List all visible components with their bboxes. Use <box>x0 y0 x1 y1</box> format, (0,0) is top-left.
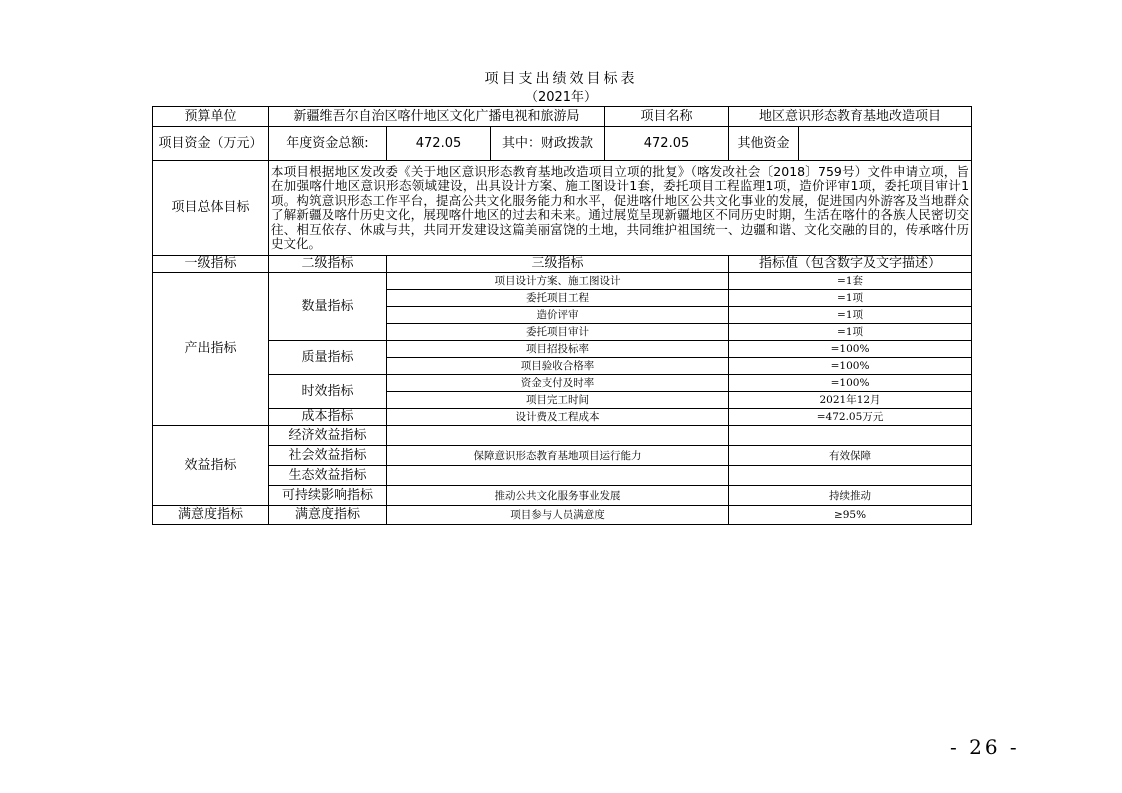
funds-label: 项目资金（万元） <box>153 127 269 161</box>
indicator-value <box>729 426 972 446</box>
table-row <box>153 409 972 426</box>
indicator-value: =1项 <box>729 290 972 307</box>
level3-name: 项目验收合格率 <box>387 358 729 375</box>
page-number: - 26 - <box>950 735 1020 759</box>
table-row <box>153 446 972 466</box>
table-row <box>153 426 972 446</box>
sustainable-impact-label: 可持续影响指标 <box>269 486 387 506</box>
project-name-label: 项目名称 <box>605 107 729 127</box>
budget-unit-row <box>153 107 972 127</box>
indicator-value: =1项 <box>729 307 972 324</box>
annual-total-value: 472.05 <box>387 127 491 161</box>
overall-goal-label: 项目总体目标 <box>153 161 269 256</box>
other-funds-label: 其他资金 <box>729 127 799 161</box>
table-row <box>153 273 972 290</box>
performance-target-table <box>152 106 972 525</box>
level3-name: 委托项目审计 <box>387 324 729 341</box>
social-benefit-label: 社会效益指标 <box>269 446 387 466</box>
annual-total-label: 年度资金总额: <box>269 127 387 161</box>
indicator-value: 持续推动 <box>729 486 972 506</box>
indicator-value: =1项 <box>729 324 972 341</box>
economic-benefit-label: 经济效益指标 <box>269 426 387 446</box>
table-row <box>153 341 972 358</box>
level3-name: 设计费及工程成本 <box>387 409 729 426</box>
indicator-value: =100% <box>729 358 972 375</box>
budget-unit-label: 预算单位 <box>153 107 269 127</box>
indicator-value: ≥95% <box>729 506 972 525</box>
indicator-value: =1套 <box>729 273 972 290</box>
table-row <box>153 466 972 486</box>
value-header: 指标值（包含数字及文字描述） <box>729 256 972 273</box>
level2-header: 二级指标 <box>269 256 387 273</box>
benefit-indicator-label: 效益指标 <box>153 426 269 506</box>
fiscal-label: 其中：财政拨款 <box>491 127 605 161</box>
funds-row <box>153 127 972 161</box>
ecological-benefit-label: 生态效益指标 <box>269 466 387 486</box>
level3-name: 项目设计方案、施工图设计 <box>387 273 729 290</box>
indicator-value: =472.05万元 <box>729 409 972 426</box>
table-row <box>153 486 972 506</box>
fiscal-value: 472.05 <box>605 127 729 161</box>
level3-name: 推动公共文化服务事业发展 <box>387 486 729 506</box>
table-row <box>153 506 972 525</box>
indicator-value: =100% <box>729 341 972 358</box>
table-title: 项目支出绩效目标表 <box>484 71 638 87</box>
level3-name: 委托项目工程 <box>387 290 729 307</box>
table-row <box>153 375 972 392</box>
overall-goal-text: 本项目根据地区发改委《关于地区意识形态教育基地改造项目立项的批复》（喀发改社会〔2018〕759号）文件申请立项，旨在加强喀什地区意识形态领域建设，出具设计方案、施工图设计1套，委托项目工程监理1项，造价评审1项，委托项目审计1项。构筑意识形态工作平台，提高公共文化服务能力和水平，促进喀什地区公共文化事业的发展，促进国内外游客及当地群众了解新疆及喀什历史文化，展现喀什地区的过去和未来。通过展览呈现新疆地区不同历史时期，生活在喀什的各族人民密切交往、相互依存、休戚与共，共同开发建设这篇美丽富饶的土地，共同维护祖国统一、边疆和谐、文化交融的目的，传承喀什历史文化。 <box>269 161 972 256</box>
level3-name: 造价评审 <box>387 307 729 324</box>
table-year: （2021年） <box>524 90 598 105</box>
level3-header: 三级指标 <box>387 256 729 273</box>
satisfaction-indicator-label: 满意度指标 <box>153 506 269 525</box>
other-funds-value <box>799 127 972 161</box>
indicator-header-row <box>153 256 972 273</box>
level3-name <box>387 466 729 486</box>
cost-indicator-label: 成本指标 <box>269 409 387 426</box>
satisfaction-sub-label: 满意度指标 <box>269 506 387 525</box>
indicator-value <box>729 466 972 486</box>
overall-goal-row <box>153 161 972 256</box>
quality-indicator-label: 质量指标 <box>269 341 387 375</box>
indicator-value: =100% <box>729 375 972 392</box>
quantity-indicator-label: 数量指标 <box>269 273 387 341</box>
level3-name: 保障意识形态教育基地项目运行能力 <box>387 446 729 466</box>
output-indicator-label: 产出指标 <box>153 273 269 426</box>
level3-name: 资金支付及时率 <box>387 375 729 392</box>
level3-name <box>387 426 729 446</box>
timeliness-indicator-label: 时效指标 <box>269 375 387 409</box>
project-name-value: 地区意识形态教育基地改造项目 <box>729 107 972 127</box>
indicator-value: 有效保障 <box>729 446 972 466</box>
budget-unit-value: 新疆维吾尔自治区喀什地区文化广播电视和旅游局 <box>269 107 605 127</box>
level1-header: 一级指标 <box>153 256 269 273</box>
level3-name: 项目完工时间 <box>387 392 729 409</box>
indicator-value: 2021年12月 <box>729 392 972 409</box>
level3-name: 项目参与人员满意度 <box>387 506 729 525</box>
level3-name: 项目招投标率 <box>387 341 729 358</box>
